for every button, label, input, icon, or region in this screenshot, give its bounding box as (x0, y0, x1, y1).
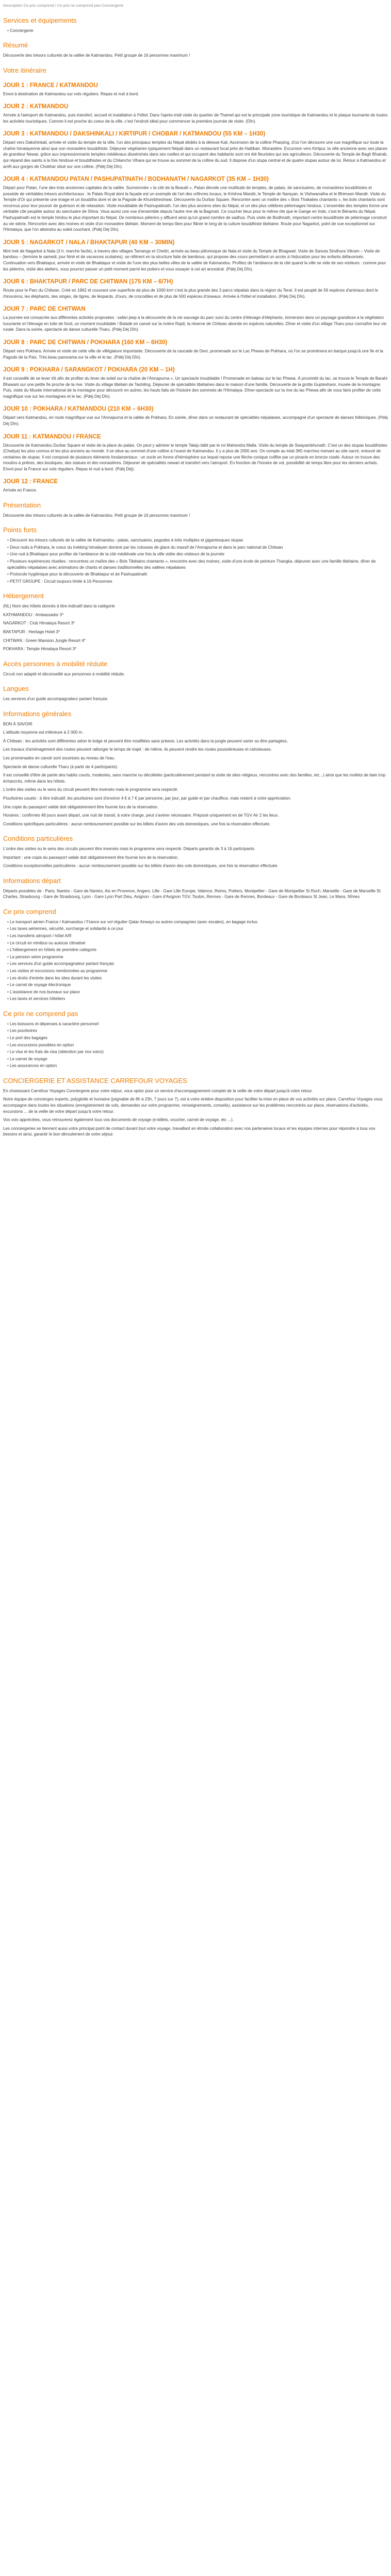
point-fort-item: • Une nuit à Bhaktapur pour profiter de l'ambiance de la cité médiévale une fois la ville vidée des visiteurs de la journée (7, 551, 388, 557)
conciergerie-paragraphs (3, 1088, 388, 1138)
day-title: JOUR 12 : FRANCE (3, 479, 58, 485)
ne-comprend-pas-item: • Le visa et les frais de visa (obtention par nos soins) (7, 1049, 388, 1055)
services-item: • Conciergerie (7, 28, 388, 34)
ne-comprend-pas-item: • Les boissons et dépenses à caractère personnel (7, 1021, 388, 1027)
point-fort-item: • Découvrir les trésors culturels de la vallée de Katmandou : palais, sanctuaires, pagodes à toits multiples et gigantesques stupas (7, 537, 388, 544)
comprend-title: Ce prix comprend (3, 907, 56, 916)
comprend-item: • Les transferts aéroport / hôtel A/R (7, 933, 388, 939)
day-title: JOUR 5 : NAGARKOT / NALA / BHAKTAPUR (40 KM – 30MIN) (3, 239, 175, 246)
point-fort-item: • Protocole hygiénique pour la découverte de Bhaktapur et de Pashupatinath (7, 571, 388, 578)
acces-title: Accès personnes à mobilité réduite (3, 659, 108, 668)
point-fort-item: • Deux nuits à Pokhara, le coeur du trekking himalayen dominé par les colosses de glace du massif de l'Annapurna et dans le parc national de Chitwan (7, 545, 388, 551)
day-text: Départ vers Pokhara. Arrivée et visite de cette ville de villégiature importante. Découverte de la cascade de Devi, promenade sur le Lac Phewa de Pokhara, où l'on se promènera en barque jusqu'à une île et la Pagode de la Paix. Très beau panorama sur la ville et le lac. (Pdéj Déj Dîn). (3, 348, 383, 360)
comprend-item: • Les droits d'entrée dans les sites durant les visites (7, 975, 388, 981)
day-text: Découverte de Katmandou Durbar Square et visite de la place du palais. On peut y admirer le temple Taleju bâtit par le roi Mahendra Malla. Visite du temple de Swayambhunath. C'est un des stupas bouddhistes (Chaitya) les plus connus et les plus anciens au monde. Il se situe au sommet d'une colline à l'ouest de Katmandou. Il y a plus de 2000 ans. On compte au total 365 marches menant au site sacré, entouré de centaines de stupas. Il est composé de plusieurs éléments fondamentaux : un socle en forme d'hémisphère sur lequel repose une flèche conique coiffée par un pinacle en bronze ciselé. Autour on trouve des moulins à prières, des boutiques, des statues et des monastères. Déjeuner de spécialités newari et transfert vers l'aéroport. En fonction de l'horaire de vol, possibilité de temps libre pour les derniers achats. Envol pour la France sur vols réguliers. Repas et nuit à bord. (Pdéj Déj). (3, 443, 387, 471)
day-text: Départ pour Patan, l'une des trois anciennes capitales de la vallée. Surnommée « la cité de la Beauté », Patan dévoile une multitude de temples, de palais, de sanctuaires, de monastères bouddhistes et possède de véritables trésors architecturaux : le Palais Royal dont la façade est un exemple de l'art des orfèvres locaux, le Krishna Mandir, le Temple de Narayan, le Vishwanatha et le Bhimsen Mandir. Visite du Temple d'Or qui présente une image et un bouddha doré et de la Pagode de Khumbheshwar. Découverte du Durbar Square. Rencontre avec un maître des « Bois Thakalies chantants », les bols chantants sont reconnus pour leur pouvoir de guérison et de relaxation. Visite inoubliable de Pashupatinath, l'un des plus anciens sites du Népal, et un des plus célèbres pèlerinages hindous. L'ensemble des temples forme une véritable cité peuplée autour du sanctuaire de Shiva. Vous aurez une vue d'ensemble depuis l'autre rive de la Bagmati. Ce coucher lieux pour le même rite que le Gange en Inde, c'est le Bénarès du Népal. Pashupatinath est le temple hindou le plus important du Népal. De nombreux pèlerins y affluent ainsi qu'un grand nombre de sadhus. Puis visite de Bodhnath, important centre bouddhiste de pèlerinage construit au vie siècle. Rencontre avec des moines et visite d'un monastère tibétain. Moment de temps libre pour flâner le long de la culture bouddhiste tibétaine. Route pour Nagarkot, point de vue exceptionnel sur l'Himalaya, que l'on atteindra au soleil couchant. (Pdéj Déj Dîn). (3, 185, 388, 232)
ne-comprend-pas-item: • Les pourboires (7, 1028, 388, 1034)
day-title: JOUR 9 : POKHARA / SARANGKOT / POKHARA (20 KM – 1H) (3, 367, 175, 374)
day-text: Mini trek de Nagarkot à Nala (3 h, marche facile), à travers des villages Tamangs et Chettri, arrivée au beau pittoresque de Nala et visite du Temple de Bhagwati. Visite de Sanuta Sindhura Vikram – Visite de bambou – (termine le samedi, jour férié et de vacances scolaires), se réfèrent en la structure faite de bambous, qui propose des cours permettant un accès à l'éducation pour les enfants défavorisés. Continuation vers Bhaktapur, arrivée et visite de Bhaktapur et visite de l'une des plus belles villes de la vallée de Katmandou. Profitez de l'ambiance de la cité quand la ville se vide de ses visiteurs : comme pour les pèlerins, visite des ateliers, vous pourrez passer un petit moment parmi les potiers et vous essayer à cet art ancestral. (Pdéj Déj Dîn). (3, 248, 386, 272)
hotel-line: POKHARA : Temple Himalaya Resort 3* (3, 647, 77, 652)
hotel-line: KATHMANDOU : Ambassador 3* (3, 612, 64, 617)
info-paragraph: Les travaux d'aménagement des routes peuvent rallonger le temps de trajet : de même, ils peuvent rendre les routes poussiéreuses et cahoteuses. (3, 747, 272, 752)
day-text: Envol à destination de Katmandou sur vols réguliers. Repas et nuit à bord. (3, 91, 139, 96)
hotel-line: NAGARKOT : Club Himalaya Resort 3* (3, 621, 75, 626)
comprend-item: • Le transport aérien France / Katmandou / France sur vol régulier Qatar Airways ou autres compagnies (avec escales), en bagage inclus (7, 919, 388, 925)
hebergement-title: Hébergement (3, 592, 44, 600)
ne-comprend-pas-item: • Les excursions possibles en option (7, 1042, 388, 1048)
comprend-item: • Les taxes aériennes, sécurité, surcharge et solidarité à ce jour (7, 926, 388, 932)
info-paragraph: Il est conseillé d'être de partie des habits courts, modestes, sans manche ou décolletés (particulièrement pendant la visite de sites religieux, rencontres avec des familles, etc...) ainsi que les mollets de bain trop échancrés, même dans les hôtels. (3, 773, 386, 784)
day-text: Départ vers Katmandou, en route magnifique vue sur l'Annapurna et la vallée de Pokhara. En soirée, dîner dans un restaurant de spécialités népalaises, accompagné d'un spectacle de danses folkloriques. (Pdéj Déj Dîn). (3, 415, 388, 426)
day-text: Route pour le Parc du Chitwan. Créé en 1962 et couvrant une superficie de plus de 1000 km² c'est la plus grande des 3 parcs népalais dans la région du Teraï. Il est peuplé de 56 espèces d'animaux dont le rhinocéros, les éléphants, des singes, de tigres, de léopards, d'ours, de crocodiles et de plus de 500 espèces d'oiseaux. Arrivée à l'hôtel et installation. (Pdéj Déj Dîn). (3, 288, 378, 299)
infos-title: Informations générales (3, 709, 72, 718)
langues-text: Les services d'un guide accompagnateur parlant français (3, 697, 108, 702)
ne-comprend-pas-item: • Les assurances en option (7, 1063, 388, 1069)
info-paragraph: Pourboires usuels : à titre indicatif, les pourboires sont d'environ 4 € à 7 € par personne, par jour, par guide et par chauffeur, mais restent à votre appréciation. (3, 795, 291, 801)
comprend-item: • L'hébergement en hôtels de première catégorie (7, 947, 388, 953)
info-paragraph: À Chitwan : les activités sont différentes selon le lodge et peuvent être modifiées sans préavis. Les activités dans la jungle peuvent varier ou être partagées. (3, 738, 288, 743)
comprend-item: • La pension selon programme (7, 954, 388, 960)
resume-title: Résumé (3, 41, 28, 49)
conciergerie-paragraph: Vos voix appréciées, vous retrouverez également tous vos documents de voyage (e-billets, voucher, carnet de voyage, etc ...). (3, 1117, 234, 1123)
info-paragraph: Une copie du passeport valide doit obligatoirement être fournie lors de la réservation. (3, 804, 159, 809)
comprend-list (3, 919, 388, 1002)
condition-paragraph: Conditions exceptionnelles particulières : aucun remboursement possible sur les billets d'avion des vols domestiques, une fois la réservation effectuée. (3, 863, 279, 869)
info-paragraph: L'altitude moyenne est inférieure à 2 000 m. (3, 730, 84, 735)
day-text: Départ vers Dakshinkali, arrivée et visite du temple de la ville, l'un des principaux temples du Népal dédiés à la déesse Kali. Ascension de la colline Pharping, d'où l'on découvre une vue magnifique sur toute la chaîne himalayenne ainsi que son monastère bouddhiste. Déjeuner végétarien typiquement Népali dans un restaurant local près de Hattiban. Monastère. Excursion vers Kirtipur, la ville ancienne avec ses places de grandeur Newar, grâce aux impressionnants temples médiévaux disséminés dans ses ruelles et qui occupent des habitants sont ont été fleuristes qui ses agriculteurs. Découverte du Temple de Bagh Bhairab, qui répand des saints à la fois hindoue et bouddhistes et du Chilancho Vihara qui se trouve au sommet de la colline du sud. Il dispose d'un stupa central et de quatre stupas autour de lui. Retour à Katmandou et arrêt aux gorges de Chobhar situé sur une colline. (Pdéj Déj Dîn). (3, 140, 388, 169)
day-title: JOUR 6 : BHAKTAPUR / PARC DE CHITWAN (175 KM – 6/7H) (3, 279, 173, 285)
day-text: Arrivée à l'aéroport de Katmandou, puis transfert, accueil et installation à l'hôtel. Dans l'après-midi visite du quartier de Thamel qui est le principale zone touristique de Katmandou et le plaque tournante de toutes les activités touristiques. Comme il est proche du coeur de la ville, c'est l'endroit idéal pour commencer la première journée de visite. (Dîn). (3, 113, 388, 124)
breadcrumb: Description Ce prix comprend / Ce prix ne comprend pas Conciergerie (3, 3, 124, 8)
conciergerie-paragraph: Les conciergeries se tiennent aussi votre principal point de contact durant tout votre voyage, travaillant en étroite collaboration avec nos partenaires locaux et les équipes internes pour répondre à tous vos besoins et ainsi, garantir le bon déroulement de votre séjour. (3, 1126, 376, 1137)
points-forts-list (3, 537, 388, 584)
infos-depart-title: Informations départ (3, 876, 61, 885)
infos-paragraphs (3, 730, 388, 827)
comprend-item: • Le circuit en minibus ou autocar climatisé (7, 940, 388, 946)
day-title: JOUR 10 : POKHARA / KATMANDOU (210 KM – 6H30) (3, 406, 154, 413)
point-fort-item: • Plusieurs expériences rituelles : rencontres un maître des « Bols Tibétains chantants », rencontre avec des moines, visite d'une école de peinture Thangka, déjeuner avec une famille tibétaine, dîner de spécialités népalaises avec animations de chants et danses traditionnelles des vallées népalaises (7, 558, 388, 570)
day-text: La journée est consacrée aux différentes activités proposées : safari jeep à la découverte de la vie sauvage du parc suivi du centre d'élevage d'éléphants, immersion dans un paysage grandiose à la végétation luxuriante et l'élevage en toile de fond, un moment inoubliable ! Balade en canoë sur la rivière Rapti, la réserve de Chitwan abonde en espèces naturelles. Dîner et visite d'un village Tharu pour connaître leur vie rurale. Dans la soirée, spectacle de danse culturelle Tharu. (Pdéj Déj Dîn). (3, 315, 387, 332)
page (0, 0, 391, 1150)
langues-title: Langues (3, 685, 29, 693)
comprend-item: • Le carnet de voyage électronique (7, 982, 388, 988)
services-title: Services et équipements (3, 16, 77, 24)
comprend-item: • Les taxes et services hôteliers (7, 996, 388, 1002)
condition-paragraph: L'ordre des visites ou le sens des circuits peuvent être inversés mais le programme sera respecté. Départs garantis de 3 à 16 participants (3, 846, 255, 852)
ne-comprend-pas-item: • Le port des bagages (7, 1035, 388, 1041)
info-paragraph: Spectacle de danse culturelle Tharu (à partir de 4 participants). (3, 764, 119, 769)
resume-text: Découverte des trésors culturels de la vallée de Katmandou. Petit groupe de 16 personnes maximum ! (3, 53, 190, 58)
comprend-item: • L'assistance de nos bureaux sur place (7, 989, 388, 995)
hebergement-intro: (NL) Nom des hôtels donnés à titre indicatif dans la catégorie (3, 604, 115, 609)
infos-depart-text: Départs possibles de : Paris, Nantes - Gare de Nantes, Aix en Provence, Angers, Lille - Gare Lille Europe, Valence, Reims, Poitiers, Montpellier - Gare de Montpellier St Roch, Marseille - Gare de Marseille St Charles, Strasbourg - Gare de Strasbourg, Lyon - Gare Lyon Part Dieu, Avignon - Gare d'Avignon TGV, Toulon, Rennes - Gare de Rennes, Bordeaux - Gare de Bordeaux St Jean, Le Mans, Nîmes (3, 888, 381, 900)
comprend-item-list (3, 919, 388, 1002)
hebergement-list (3, 612, 388, 652)
info-paragraph: Horaires : confirmés 48 jours avant départ, une nuit de transit, à votre charge, peut s'avérer nécessaire. Préposé uniquement en de TGV Air 2 les lieux. (3, 813, 279, 818)
ne-comprend-pas-title: Ce prix ne comprend pas (3, 1009, 78, 1018)
day-text: Arrivée en France. (3, 488, 37, 493)
day-title: JOUR 8 : PARC DE CHITWAN / POKHARA (160 KM – 6H30) (3, 340, 168, 346)
ne-comprend-pas-item-list (3, 1021, 388, 1069)
conditions-title: Conditions particulières (3, 835, 73, 843)
info-paragraph: Les promenades en canoë sont soumises au niveau de l'eau. (3, 755, 116, 760)
ne-comprend-pas-item: • Le carnet de voyage (7, 1056, 388, 1062)
day-title: JOUR 2 : KATMANDOU (3, 104, 69, 110)
day-title: JOUR 4 : KATMANDOU PATAN / PASHUPATINATH / BODHANATH / NAGARKOT (35 KM – 1H30) (3, 176, 269, 183)
presentation-title: Présentation (3, 501, 41, 509)
day-title: JOUR 1 : FRANCE / KATMANDOU (3, 82, 98, 89)
day-title: JOUR 7 : PARC DE CHITWAN (3, 306, 86, 313)
day-title: JOUR 11 : KATMANDOU / FRANCE (3, 433, 101, 440)
infos-subtitle: BON À SAVOIR (3, 721, 32, 726)
comprend-item: • Les services d'un guide accompagnateur parlant français (7, 961, 388, 967)
conciergerie-paragraph: Notre équipe de concierges experts, polyglotte et humaine (joignable de 8h à 23h, 7 jours sur 7), est à votre entière disposition pour faciliter la mise en place de vos activités sur place. Carrefour Voyages vous accompagne dans toutes les situations (enregistrement de vols, demandes sur votre programme, renseignements, conseils), assistance sur les problèmes rencontrés sur place, réservations d'activités, excursions ... de la veille de votre départ jusqu'à votre retour. (3, 1097, 383, 1114)
points-forts-title: Points forts (3, 526, 37, 534)
conditions-paragraphs (3, 846, 388, 869)
acces-text: Circuit non adapté et déconseillé aux personnes à mobilité réduite. (3, 671, 125, 676)
ne-comprend-pas-list (3, 1021, 388, 1069)
presentation-text: Découverte des trésors culturels de la vallée de Katmandou. Petit groupe de 16 personnes maximum ! (3, 513, 190, 518)
itinerary-title: Votre itinéraire (3, 66, 46, 74)
info-paragraph: Conditions spécifiques particulières : aucun remboursement possible sur les billets d'avion des vols domestiques, une fois la réservation effectuée. (3, 821, 271, 826)
conciergerie-paragraph: En choisissant Carrefour Voyages Conciergerie pour votre séjour, vous optez pour un service d'accompagnement complet de la veille de votre départ jusqu'à votre retour. (3, 1088, 313, 1093)
services-list (3, 28, 388, 34)
comprend-item: • Les visites et excursions mentionnées au programme (7, 968, 388, 974)
day-title: JOUR 3 : KATMANDOU / DAKSHINKALI / KIRTIPUR / CHOBAR / KATMANDOU (55 KM – 1H30) (3, 131, 266, 138)
info-paragraph: L'ordre des visites ou le sens du circuit peuvent être inversés mais le programme sera respecté. (3, 787, 178, 792)
condition-paragraph: Important : une copie du passeport valide doit obligatoirement être fournie lors de la réservation. (3, 855, 179, 860)
conciergerie-title: CONCIERGERIE ET ASSISTANCE CARREFOUR VOYAGES (3, 1076, 187, 1084)
hotel-line: BAKTAPUR : Heritage Hotel 3* (3, 630, 60, 635)
itinerary-days (3, 82, 388, 494)
day-text: Il est conseillé de se lever tôt afin de profiter du lever de soleil sur la chaîne de l'Annapurna ». Un spectacle inoubliable ! Promenade en bateau sur le lac Phewa. À proximité du lac, se trouve le Temple de Barahi Bhawani sur une petite île proche de la rive. Visite du village tibétain de Tashiling. Déjeuner de spécialités tibétaines dans le maison d'une famille. Découverte de la grotte Gupteshwor, musée de la montagne. Puis, visite du Musée International de la montagne pour découvrir en autres, les hauts faits de l'histoire des sommets de l'Himalaya. Dîner-spectacle sur la rive du lac Phewa afin de vous faire profiter de cette magnifique vue sur les montagnes et le lac. (Pdéj Déj Dîn). (3, 376, 387, 399)
hotel-line: CHITWAN : Green Mansion Jungle Resort 4* (3, 638, 86, 643)
point-fort-item: • PETIT GROUPE : Circuit toujours limité à 16 Personnes (7, 579, 388, 585)
